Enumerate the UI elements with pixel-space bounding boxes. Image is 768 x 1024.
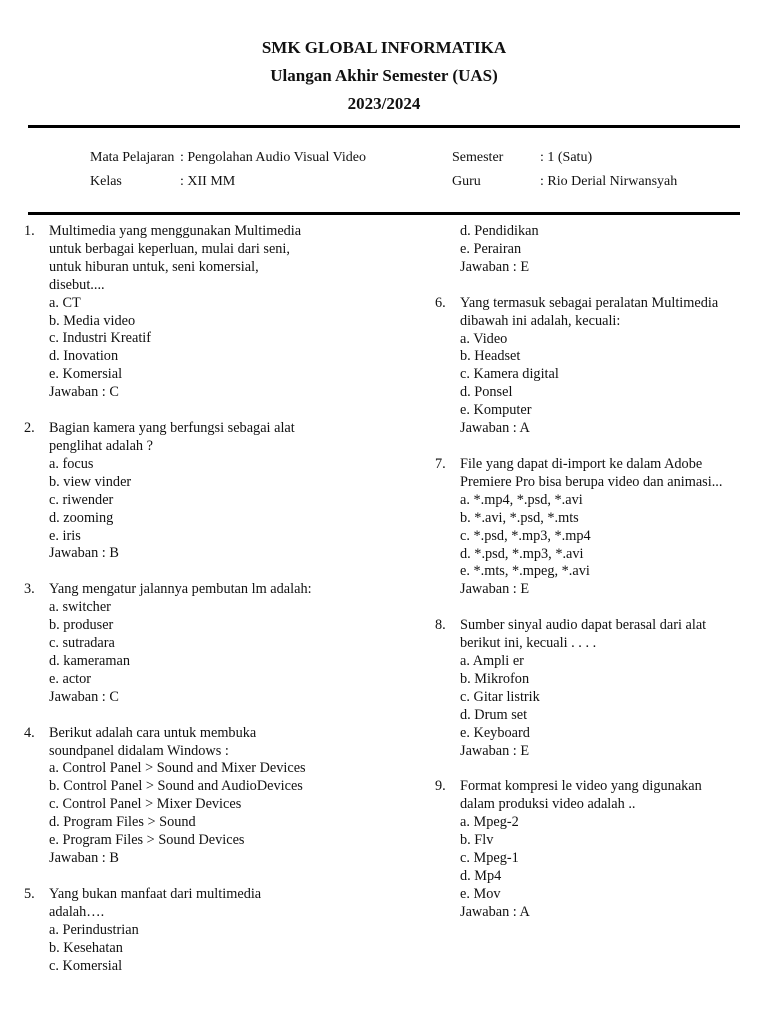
answer-option: d. Mp4 (460, 868, 502, 884)
answer-key: Jawaban : A (460, 420, 530, 437)
info-subject-value-wrap (180, 146, 366, 170)
question-text: disebut.... (49, 276, 105, 293)
question-number: 2. (24, 420, 35, 437)
question-text: Berikut adalah cara untuk membuka (49, 724, 257, 741)
answer-option: a. *.mp4, *.psd, *.avi (460, 491, 583, 508)
question-number: 9. (435, 778, 446, 795)
answer-option: a. focus (49, 455, 94, 472)
answer-option: e. iris (49, 527, 81, 544)
answer-key: Jawaban : C (49, 688, 119, 705)
answer-option: e. Perairan (460, 240, 522, 257)
question-text: adalah…. (49, 903, 105, 920)
question-text: Sumber sinyal audio dapat berasal dari alat (460, 617, 707, 634)
answer-option: e. Komersial (49, 366, 123, 383)
answer-option: a. Perindustrian (49, 921, 139, 938)
question-text: Bagian kamera yang berfungsi sebagai alat (49, 420, 295, 437)
info-subject (90, 146, 174, 170)
answer-option: c. Industri Kreatif (49, 330, 152, 347)
question-6 (435, 294, 750, 438)
answer-key: Jawaban : E (460, 742, 530, 759)
answer-key: Jawaban : E (460, 581, 530, 598)
answer-option: c. Gitar listrik (460, 688, 540, 705)
answer-key: Jawaban : B (49, 850, 119, 866)
teacher-label: Guru (452, 174, 481, 189)
answer-option: e. *.mts, *.mpeg, *.avi (460, 563, 590, 580)
answer-option: d. Ponsel (460, 384, 513, 401)
exam-title: Ulangan Akhir Semester (UAS) (270, 66, 498, 85)
info-class (90, 170, 122, 194)
answer-option: d. Pendidikan (460, 223, 539, 239)
question-8 (435, 617, 750, 760)
class-label: Kelas (90, 174, 122, 189)
answer-option: a. Ampli er (460, 653, 524, 670)
answer-option: c. Mpeg-1 (460, 850, 519, 867)
question-number: 7. (435, 455, 446, 472)
answer-option: b. Flv (460, 832, 494, 849)
school-year: 2023/2024 (347, 94, 421, 113)
questions-right-column (435, 223, 750, 940)
answer-option: d. Inovation (49, 348, 119, 365)
question-4 (24, 724, 379, 868)
class-value: : XII MM (180, 174, 236, 189)
answer-key: Jawaban : A (460, 903, 530, 920)
question-number: 5. (24, 885, 35, 902)
answer-option: e. Mov (460, 885, 501, 902)
answer-option: b. Mikrofon (460, 670, 530, 687)
answer-option: b. Control Panel > Sound and AudioDevices (49, 778, 303, 795)
answer-key: Jawaban : E (460, 258, 530, 275)
answer-option: c. Komersial (49, 957, 123, 974)
question-7 (435, 455, 750, 599)
question-number: 8. (435, 617, 446, 634)
question-9 (435, 778, 750, 921)
question-text: berikut ini, kecuali . . . . (460, 635, 597, 652)
question-number: 6. (435, 294, 446, 311)
question-text: Format kompresi le video yang digunakan (460, 778, 702, 795)
answer-key: Jawaban : C (49, 384, 119, 401)
question-text: dibawah ini adalah, kecuali: (460, 312, 621, 329)
answer-option: b. Headset (460, 348, 521, 365)
answer-option: c. sutradara (49, 635, 115, 652)
document-header (0, 34, 768, 118)
question-3 (24, 581, 379, 706)
answer-option: e. actor (49, 670, 92, 687)
answer-option: a. Mpeg-2 (460, 814, 519, 831)
header-divider (28, 125, 740, 128)
answer-option: e. Keyboard (460, 724, 530, 741)
answer-option: c. Kamera digital (460, 366, 559, 383)
answer-option: a. CT (49, 294, 81, 311)
answer-option: b. Media video (49, 312, 136, 329)
school-name: SMK GLOBAL INFORMATIKA (261, 38, 507, 57)
answer-option: b. Kesehatan (49, 939, 123, 956)
teacher-value: : Rio Derial Nirwansyah (540, 174, 678, 189)
answer-option: b. view vinder (49, 473, 132, 490)
answer-option: c. riwender (49, 491, 114, 508)
answer-option: d. Program Files > Sound (49, 814, 196, 831)
question-text: Multimedia yang menggunakan Multimedia (49, 223, 302, 239)
answer-option: b. produser (49, 617, 114, 634)
question-number: 3. (24, 581, 35, 598)
question-text: soundpanel didalam Windows : (49, 742, 229, 759)
answer-option: a. switcher (49, 599, 111, 616)
question-5 (460, 223, 750, 277)
question-text: Premiere Pro bisa berupa video dan animasi... (460, 473, 723, 490)
semester-label: Semester (452, 150, 504, 165)
question-text: dalam produksi video adalah .. (460, 796, 636, 813)
question-text: penglihat adalah ? (49, 437, 154, 454)
questions-left-column (24, 223, 379, 993)
answer-option: d. Drum set (460, 706, 528, 723)
answer-option: a. Control Panel > Sound and Mixer Devices (49, 760, 306, 777)
question-number: 1. (24, 223, 35, 239)
answer-option: d. kameraman (49, 652, 130, 669)
question-2 (24, 420, 379, 563)
answer-option: c. *.psd, *.mp3, *.mp4 (460, 527, 591, 544)
question-text: untuk hiburan untuk, seni komersial, (49, 258, 259, 275)
answer-option: d. zooming (49, 509, 114, 526)
question-number: 4. (24, 724, 35, 741)
info-semester-value-wrap (540, 146, 592, 170)
question-text: File yang dapat di-import ke dalam Adobe (460, 455, 703, 472)
question-text: Yang mengatur jalannya pembutan lm adalah: (49, 581, 312, 598)
semester-value: : 1 (Satu) (540, 150, 593, 165)
answer-key: Jawaban : B (49, 545, 119, 562)
answer-option: c. Control Panel > Mixer Devices (49, 796, 242, 813)
answer-option: d. *.psd, *.mp3, *.avi (460, 545, 584, 562)
answer-option: a. Video (460, 330, 508, 347)
info-semester (452, 146, 503, 170)
subject-value: : Pengolahan Audio Visual Video (180, 150, 367, 165)
info-teacher-value-wrap (540, 170, 677, 194)
answer-option: e. Program Files > Sound Devices (49, 832, 245, 849)
answer-option: b. *.avi, *.psd, *.mts (460, 509, 579, 526)
info-teacher (452, 170, 481, 194)
info-class-value-wrap (180, 170, 235, 194)
question-text: untuk berbagai keperluan, mulai dari seni, (49, 240, 290, 257)
question-text: Yang bukan manfaat dari multimedia (49, 885, 262, 902)
question-1 (24, 223, 379, 402)
subject-label: Mata Pelajaran (90, 150, 175, 165)
question-text: Yang termasuk sebagai peralatan Multimedia (460, 294, 719, 311)
answer-option: e. Komputer (460, 402, 532, 419)
question-5 (24, 885, 379, 976)
info-divider (28, 212, 740, 215)
